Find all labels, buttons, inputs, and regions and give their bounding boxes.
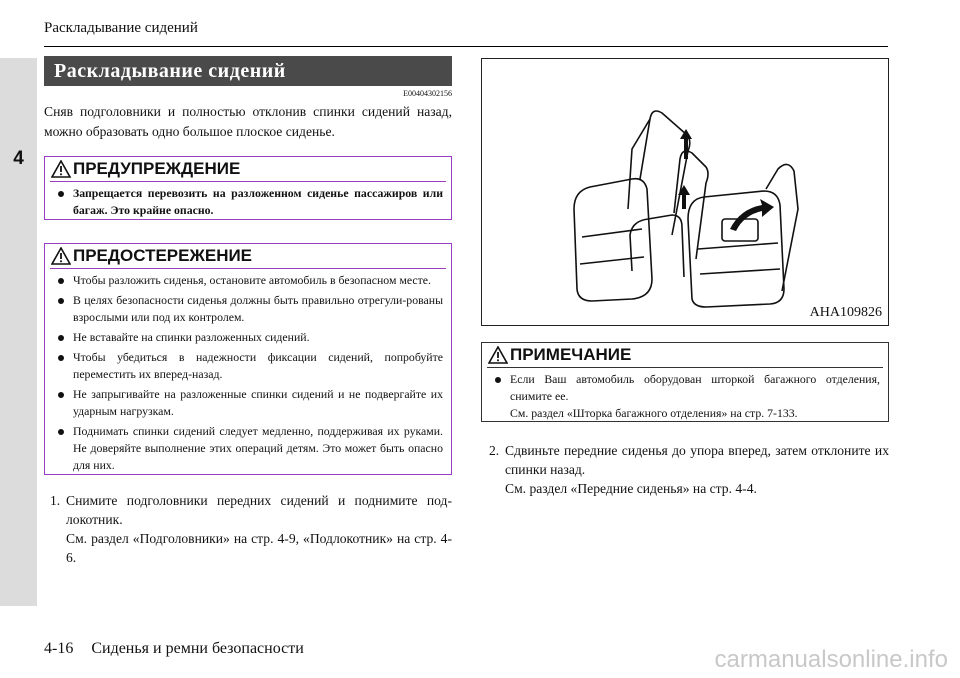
chapter-number: 4 bbox=[13, 148, 24, 169]
caution-item: Поднимать спинки сидений следует медленно, поддерживая их руками. Не доверяйте выполнение этих операций детям. Это может быть опасно для них. bbox=[45, 423, 451, 474]
step-text: Сдвиньте передние сиденья до упора вперед, затем отклоните их спинки назад. bbox=[505, 443, 889, 477]
note-divider bbox=[487, 367, 883, 368]
note-box bbox=[481, 342, 889, 422]
bullet-icon bbox=[58, 191, 64, 197]
note-item: Если Ваш автомобиль оборудован шторкой багажного отделения, снимите ее. См. раздел «Шторка багажного отделения» на стр. 7-133. bbox=[482, 371, 888, 422]
bullet-icon bbox=[58, 335, 64, 341]
page-number: 4-16 bbox=[44, 640, 74, 657]
caution-heading: ПРЕДОСТЕРЕЖЕНИЕ bbox=[73, 246, 253, 265]
folded-seats-illustration-icon bbox=[482, 59, 887, 324]
bullet-icon bbox=[58, 429, 64, 435]
step-number: 2. bbox=[489, 443, 500, 458]
bullet-icon bbox=[58, 278, 64, 284]
intro-paragraph: Сняв подголовники и полностью отклонив спинки сидений назад, можно образовать одно большое плоское сиденье. bbox=[44, 104, 452, 139]
caution-item: В целях безопасности сиденья должны быть правильно отрегули-рованы взрослыми или под их контролем. bbox=[45, 292, 451, 326]
warning-header bbox=[45, 157, 451, 181]
caution-item: Не вставайте на спинки разложенных сидений. bbox=[45, 329, 451, 346]
watermark: carmanualsonline.info bbox=[714, 646, 948, 673]
header-rule bbox=[44, 46, 888, 47]
running-header: Раскладывание сидений bbox=[44, 20, 198, 36]
step-1 bbox=[50, 491, 452, 567]
caution-item: Чтобы разложить сиденья, остановите автомобиль в безопасном месте. bbox=[45, 272, 451, 289]
step-number: 1. bbox=[50, 493, 61, 508]
bullet-icon bbox=[495, 377, 501, 383]
chapter-sidebar bbox=[0, 58, 37, 606]
note-triangle-icon bbox=[488, 346, 508, 364]
bullet-icon bbox=[58, 392, 64, 398]
page-footer bbox=[44, 640, 304, 658]
warning-item: Запрещается перевозить на разложенном сиденье пассажиров или багаж. Это крайне опасно. bbox=[45, 185, 451, 219]
caution-box bbox=[44, 243, 452, 475]
warning-triangle-icon bbox=[51, 160, 71, 178]
warning-heading: ПРЕДУПРЕЖДЕНИЕ bbox=[73, 159, 241, 178]
note-header bbox=[482, 343, 888, 367]
step-reference: См. раздел «Передние сиденья» на стр. 4-4. bbox=[505, 481, 757, 496]
caution-item: Чтобы убедиться в надежности фиксации сидений, попробуйте переместить их вперед-назад. bbox=[45, 349, 451, 383]
section-code: E00404302156 bbox=[403, 89, 452, 98]
step-text: Снимите подголовники передних сидений и поднимите под-локотник. bbox=[66, 493, 452, 527]
section-title: Раскладывание сидений bbox=[44, 56, 452, 86]
step-2 bbox=[489, 441, 889, 498]
figure-code: AHA109826 bbox=[809, 305, 882, 320]
warning-divider bbox=[50, 181, 446, 182]
warning-triangle-icon bbox=[51, 247, 71, 265]
footer-chapter-title: Сиденья и ремни безопасности bbox=[91, 640, 304, 657]
caution-header bbox=[45, 244, 451, 268]
warning-box bbox=[44, 156, 452, 220]
caution-item: Не запрыгивайте на разложенные спинки сидений и не подвергайте их ударным нагрузкам. bbox=[45, 386, 451, 420]
note-heading: ПРИМЕЧАНИЕ bbox=[510, 345, 632, 364]
bullet-icon bbox=[58, 298, 64, 304]
note-reference: См. раздел «Шторка багажного отделения» на стр. 7-133. bbox=[510, 406, 798, 420]
step-reference: См. раздел «Подголовники» на стр. 4-9, «Подлокотник» на стр. 4-6. bbox=[66, 531, 452, 565]
bullet-icon bbox=[58, 355, 64, 361]
seat-illustration-frame bbox=[481, 58, 889, 326]
caution-divider bbox=[50, 268, 446, 269]
